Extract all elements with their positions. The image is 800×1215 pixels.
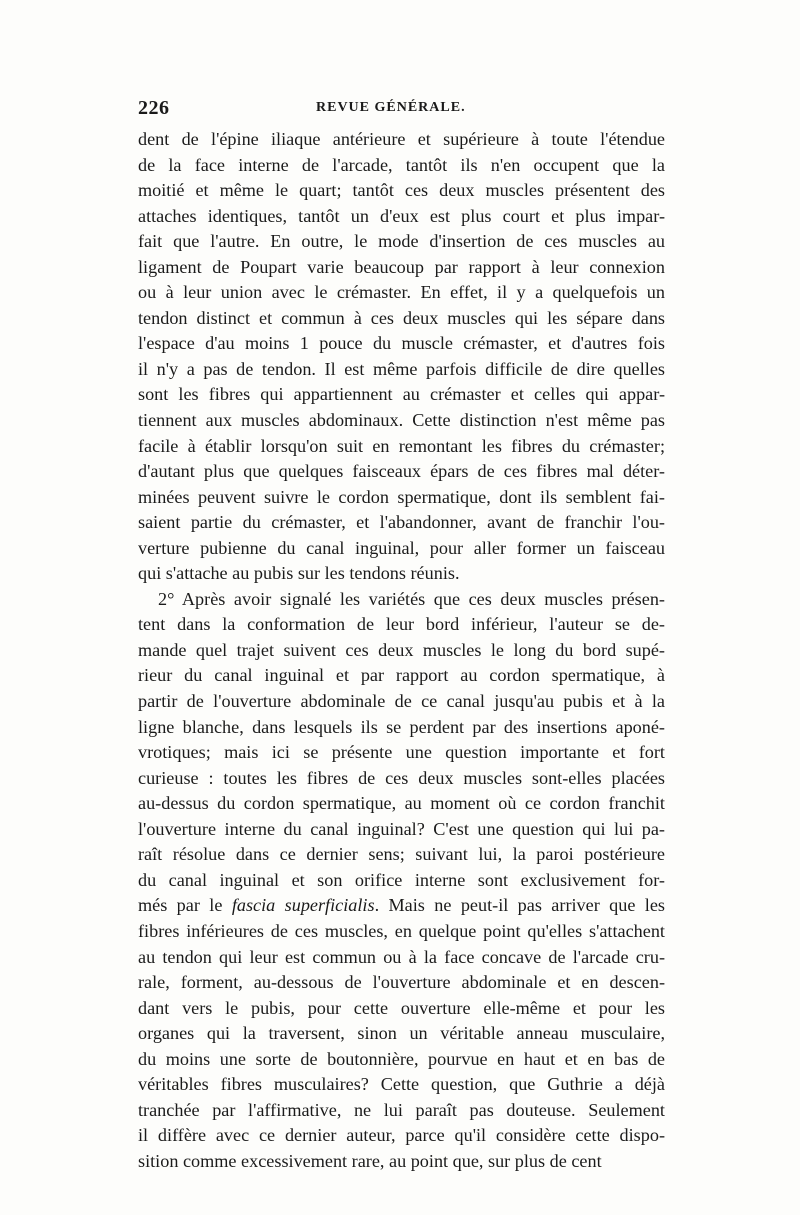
text-line: verture pubienne du canal inguinal, pour aller former un faisceau xyxy=(138,537,665,558)
text-line: més par le fascia superficialis. Mais ne peut-il pas arriver que les xyxy=(138,895,666,916)
text-line: dent de l'épine iliaque antérieure et supérieure à toute l'étendue xyxy=(138,129,665,149)
body-text xyxy=(138,127,665,1174)
text-line: facile à établir lorsqu'on suit en remontant les fibres du crémaster; xyxy=(138,435,665,456)
text-line: attaches identiques, tantôt un d'eux est plus court et plus impar- xyxy=(138,205,665,226)
text-line: qui s'attache au pubis sur les tendons réunis. xyxy=(138,563,460,584)
text-line: rieur du canal inguinal et par rapport au cordon spermatique, à xyxy=(138,665,665,686)
running-head xyxy=(138,97,663,123)
text-line: vrotiques; mais ici se présente une question importante et fort xyxy=(138,742,665,763)
text-line: ligament de Poupart varie beaucoup par rapport à leur connexion xyxy=(138,256,665,277)
text-line: sont les fibres qui appartiennent au crémaster et celles qui appar- xyxy=(138,384,665,405)
text-line: partir de l'ouverture abdominale de ce canal jusqu'au pubis et à la xyxy=(138,691,665,712)
text-line: l'ouverture interne du canal inguinal? C'est une question qui lui pa- xyxy=(138,818,665,839)
text-line: véritables fibres musculaires? Cette question, que Guthrie a déjà xyxy=(138,1074,665,1095)
text-line: minées peuvent suivre le cordon spermatique, dont ils semblent fai- xyxy=(138,486,665,507)
text-line: d'autant plus que quelques faisceaux épars de ces fibres mal déter- xyxy=(138,461,665,482)
text-line: rale, forment, au-dessous de l'ouverture abdominale et en descen- xyxy=(138,972,665,993)
page-number: 226 xyxy=(138,97,170,119)
text-line: organes qui la traversent, sinon un véritable anneau musculaire, xyxy=(138,1023,665,1044)
running-title: REVUE GÉNÉRALE. xyxy=(316,100,466,115)
text-line: au-dessus du cordon spermatique, au moment où ce cordon franchit xyxy=(138,793,665,814)
text-line: sition comme excessivement rare, au point que, sur plus de cent xyxy=(138,1150,602,1171)
text-line: tendon distinct et commun à ces deux muscles qui les sépare dans xyxy=(138,307,665,328)
text-line: il n'y a pas de tendon. Il est même parfois difficile de dire quelles xyxy=(138,358,665,379)
text-line: de la face interne de l'arcade, tantôt ils n'en occupent que la xyxy=(138,154,665,175)
text-line: raît résolue dans ce dernier sens; suivant lui, la paroi postérieure xyxy=(138,844,665,865)
text-line: fait que l'autre. En outre, le mode d'insertion de ces muscles au xyxy=(138,231,665,252)
text-line: tent dans la conformation de leur bord inférieur, l'auteur se de- xyxy=(138,614,665,635)
text-line: mande quel trajet suivent ces deux muscles le long du bord supé- xyxy=(138,639,665,660)
text-line: dant vers le pubis, pour cette ouverture elle-même et pour les xyxy=(138,997,665,1018)
text-line: ligne blanche, dans lesquels ils se perdent par des insertions aponé- xyxy=(138,716,665,737)
text-line: il diffère avec ce dernier auteur, parce qu'il considère cette dispo- xyxy=(138,1125,665,1146)
text-line: au tendon qui leur est commun ou à la face concave de l'arcade cru- xyxy=(138,946,665,967)
text-line: curieuse : toutes les fibres de ces deux muscles sont-elles placées xyxy=(138,767,665,788)
text-line: du canal inguinal et son orifice interne sont exclusivement for- xyxy=(138,869,665,890)
text-line: tranchée par l'affirmative, ne lui paraît pas douteuse. Seulement xyxy=(138,1099,665,1120)
text-line: saient partie du crémaster, et l'abandonner, avant de franchir l'ou- xyxy=(138,512,665,533)
text-line: du moins une sorte de boutonnière, pourvue en haut et en bas de xyxy=(138,1048,665,1069)
text-line: ou à leur union avec le crémaster. En effet, il y a quelquefois un xyxy=(138,282,665,303)
text-line: 2° Après avoir signalé les variétés que ces deux muscles présen- xyxy=(158,588,665,609)
text-line: l'espace d'au moins 1 pouce du muscle crémaster, et d'autres fois xyxy=(138,333,665,354)
italic-term: fascia superficialis xyxy=(231,895,375,916)
text-line: tiennent aux muscles abdominaux. Cette distinction n'est même pas xyxy=(138,410,665,431)
text-line: moitié et même le quart; tantôt ces deux muscles présentent des xyxy=(138,180,665,201)
text-line: fibres inférieures de ces muscles, en quelque point qu'elles s'attachent xyxy=(138,920,665,941)
